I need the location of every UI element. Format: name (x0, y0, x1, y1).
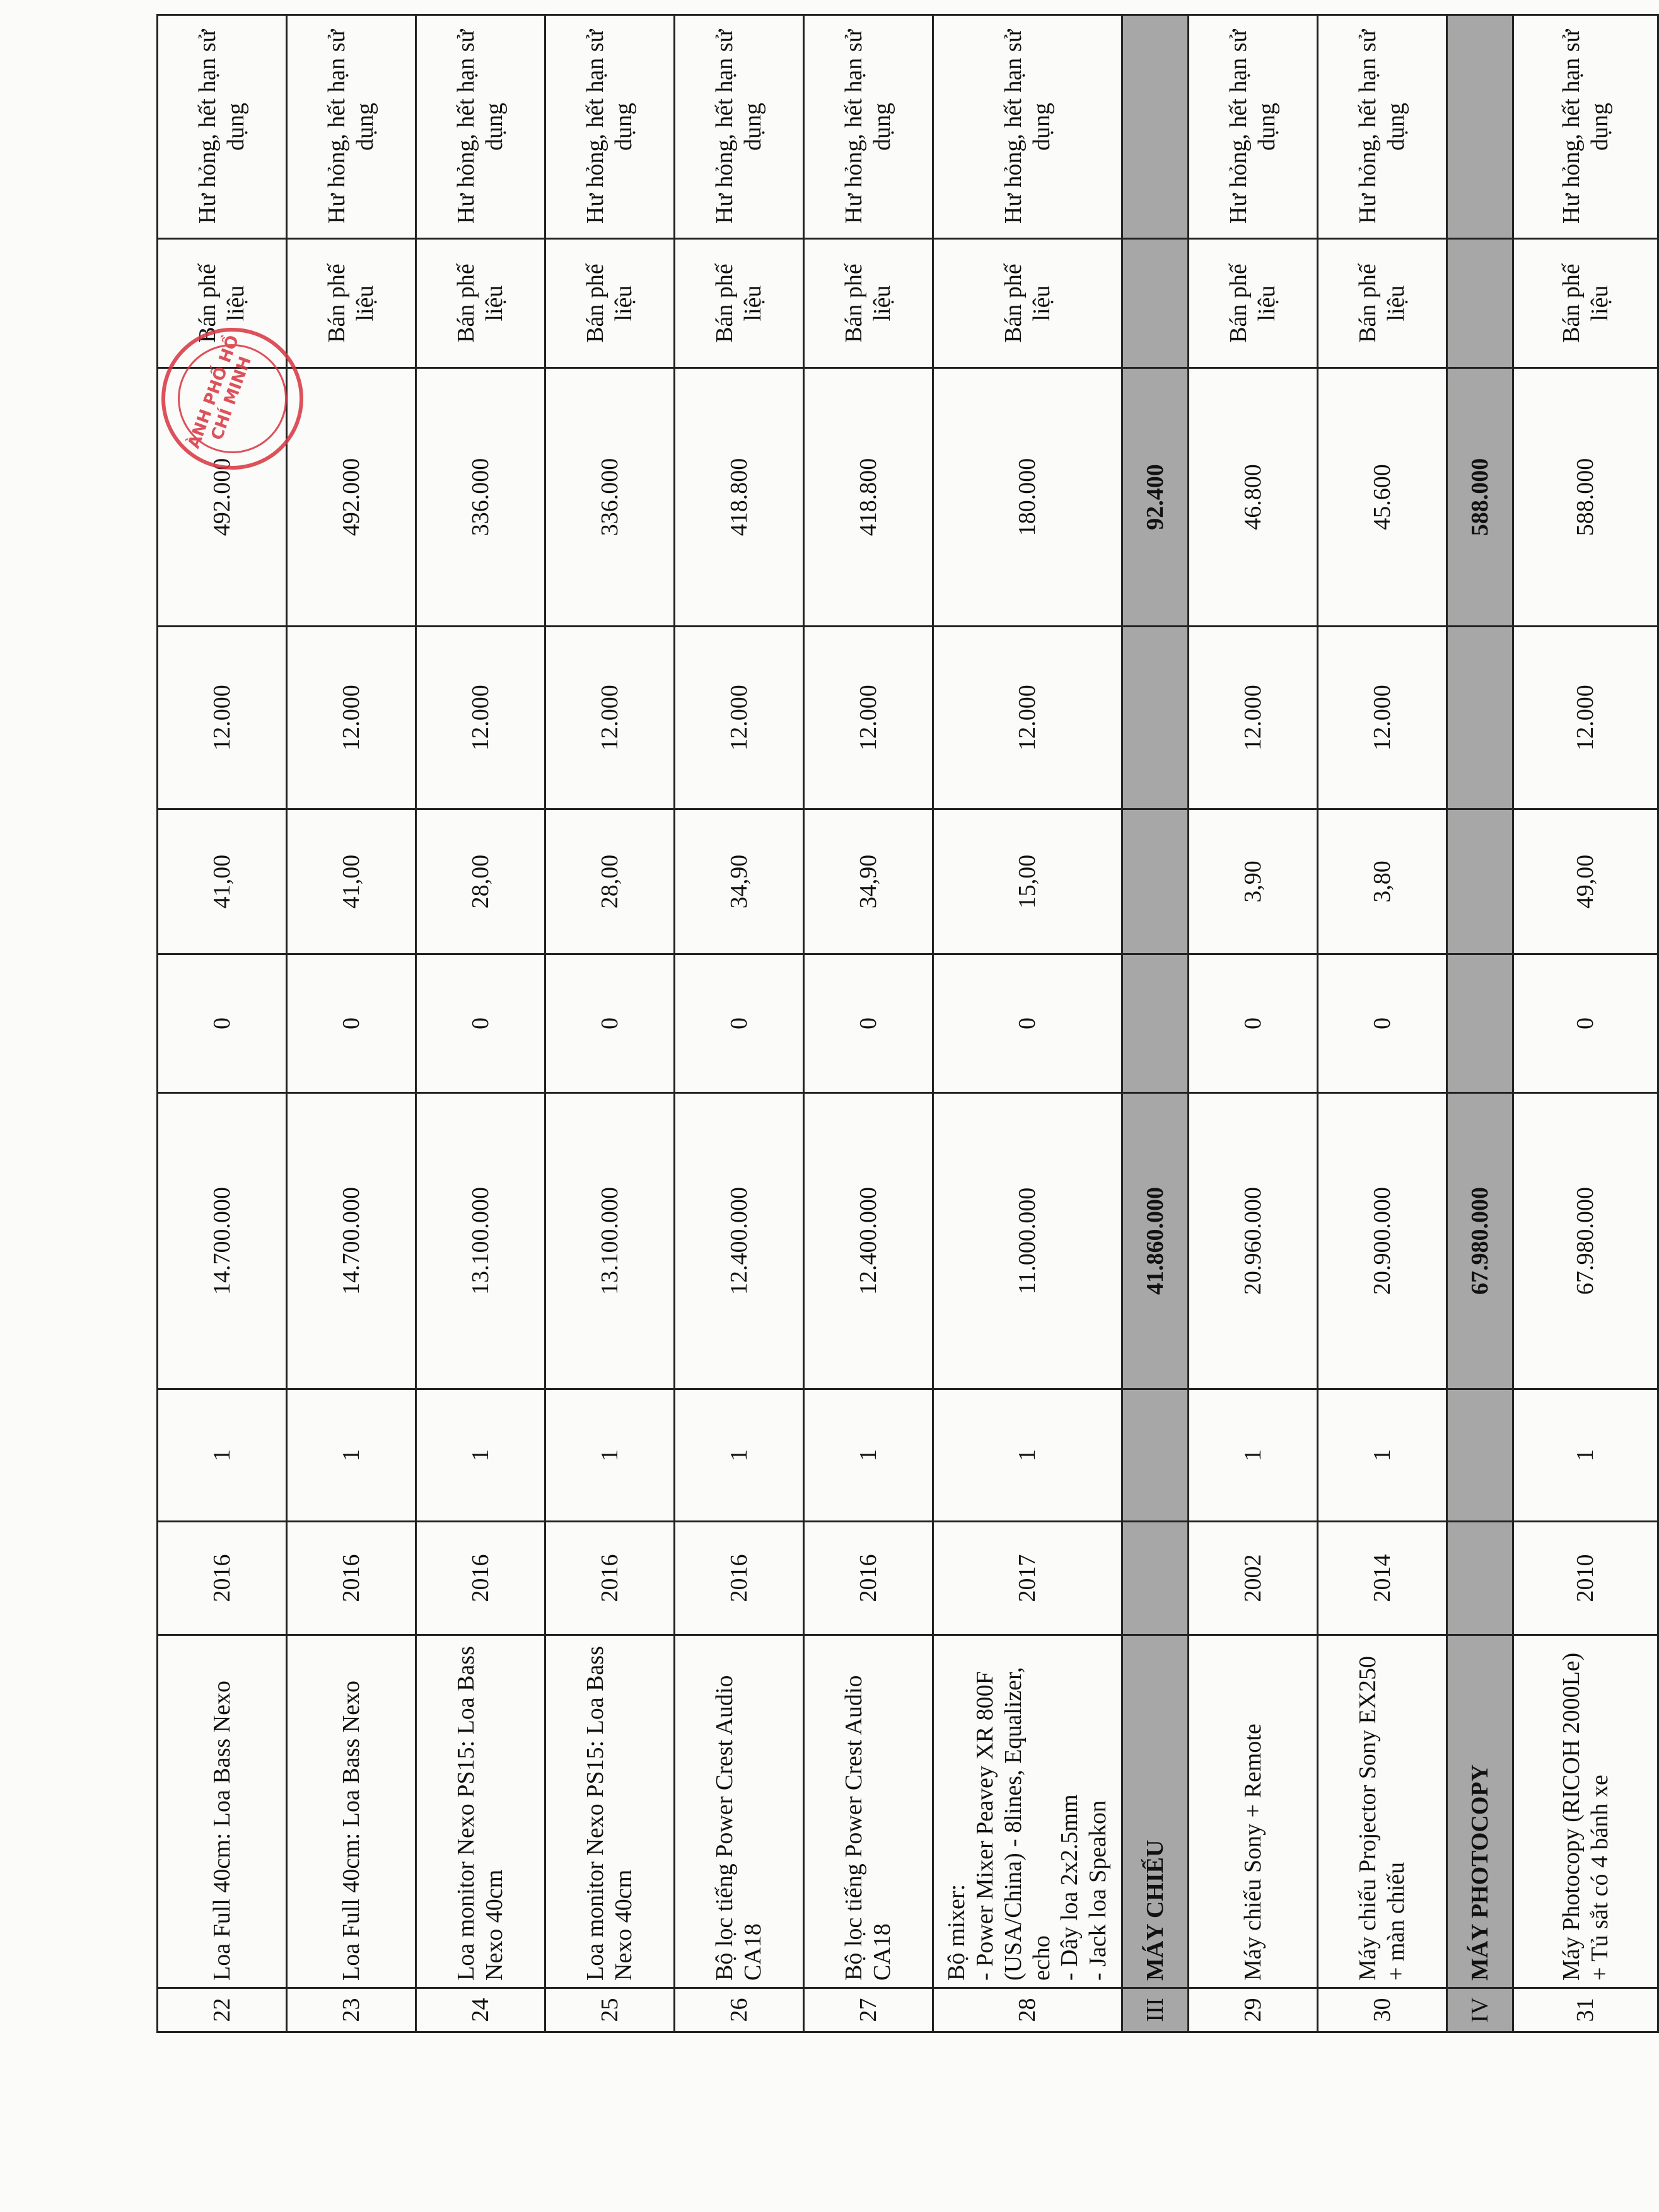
recovery-value-cell: 492.000 (158, 368, 287, 627)
name-cell: Loa Full 40cm: Loa Bass Nexo (287, 1635, 416, 1988)
stt-cell: 26 (675, 1988, 804, 2032)
original-value-cell: 14.700.000 (158, 1093, 287, 1389)
unit-price-cell: 12.000 (1189, 627, 1318, 809)
year-cell: 2016 (675, 1522, 804, 1635)
original-value-cell: 12.400.000 (675, 1093, 804, 1389)
original-value-cell: 14.700.000 (287, 1093, 416, 1389)
recovery-value-cell: 46.800 (1189, 368, 1318, 627)
method-cell: Bán phế liệu (416, 239, 545, 368)
quantity-cell: 1 (675, 1389, 804, 1522)
table-row (675, 15, 804, 2032)
name-cell: Máy chiếu Sony + Remote (1189, 1635, 1318, 1988)
method-cell: Bán phế liệu (1318, 239, 1447, 368)
name-cell: Loa Full 40cm: Loa Bass Nexo (158, 1635, 287, 1988)
stt-cell: 24 (416, 1988, 545, 2032)
quantity-cell: 1 (1513, 1389, 1658, 1522)
quantity-cell: 1 (933, 1389, 1122, 1522)
name-cell: Bộ lọc tiếng Power Crest Audio CA18 (804, 1635, 933, 1988)
name-cell: Loa monitor Nexo PS15: Loa Bass Nexo 40cm (416, 1635, 545, 1988)
group-empty-cell (1447, 15, 1513, 239)
remaining-value-cell: 0 (416, 954, 545, 1093)
table-row (1318, 15, 1447, 2032)
year-cell: 2016 (804, 1522, 933, 1635)
group-original-total: 41.860.000 (1122, 1093, 1189, 1389)
group-empty-cell (1122, 809, 1189, 954)
table-row (933, 15, 1122, 2032)
weight-cell: 49,00 (1513, 809, 1658, 954)
quantity-cell: 1 (1318, 1389, 1447, 1522)
year-cell: 2017 (933, 1522, 1122, 1635)
unit-price-cell: 12.000 (287, 627, 416, 809)
stt-cell: 23 (287, 1988, 416, 2032)
unit-price-cell: 12.000 (675, 627, 804, 809)
reason-cell: Hư hỏng, hết hạn sử dụng (933, 15, 1122, 239)
table-row (416, 15, 545, 2032)
stt-cell: 28 (933, 1988, 1122, 2032)
table-row (287, 15, 416, 2032)
original-value-cell: 20.960.000 (1189, 1093, 1318, 1389)
unit-price-cell: 12.000 (545, 627, 675, 809)
name-cell: Bộ lọc tiếng Power Crest Audio CA18 (675, 1635, 804, 1988)
remaining-value-cell: 0 (158, 954, 287, 1093)
weight-cell: 28,00 (416, 809, 545, 954)
stt-cell: 22 (158, 1988, 287, 2032)
recovery-value-cell: 336.000 (416, 368, 545, 627)
weight-cell: 3,90 (1189, 809, 1318, 954)
recovery-value-cell: 45.600 (1318, 368, 1447, 627)
reason-cell: Hư hỏng, hết hạn sử dụng (1189, 15, 1318, 239)
stt-cell: 27 (804, 1988, 933, 2032)
group-number: III (1122, 1988, 1189, 2032)
method-cell: Bán phế liệu (933, 239, 1122, 368)
group-empty-cell (1447, 1389, 1513, 1522)
unit-price-cell: 12.000 (416, 627, 545, 809)
quantity-cell: 1 (416, 1389, 545, 1522)
remaining-value-cell: 0 (1513, 954, 1658, 1093)
group-empty-cell (1122, 1522, 1189, 1635)
year-cell: 2016 (545, 1522, 675, 1635)
weight-cell: 41,00 (287, 809, 416, 954)
quantity-cell: 1 (545, 1389, 675, 1522)
year-cell: 2016 (158, 1522, 287, 1635)
stt-cell: 29 (1189, 1988, 1318, 2032)
table-row (1513, 15, 1658, 2032)
group-header-row (1122, 15, 1189, 2032)
method-cell: Bán phế liệu (158, 239, 287, 368)
name-cell: Bộ mixer: - Power Mixer Peavey XR 800F (USA/China) - 8lines, Equalizer, echo - Dây loa 2x2.5mm - Jack loa Speakon (933, 1635, 1122, 1988)
remaining-value-cell: 0 (933, 954, 1122, 1093)
original-value-cell: 11.000.000 (933, 1093, 1122, 1389)
year-cell: 2016 (416, 1522, 545, 1635)
weight-cell: 34,90 (804, 809, 933, 954)
recovery-value-cell: 418.800 (804, 368, 933, 627)
table-row (158, 15, 287, 2032)
method-cell: Bán phế liệu (287, 239, 416, 368)
year-cell: 2016 (287, 1522, 416, 1635)
quantity-cell: 1 (1189, 1389, 1318, 1522)
group-empty-cell (1122, 1389, 1189, 1522)
weight-cell: 34,90 (675, 809, 804, 954)
quantity-cell: 1 (158, 1389, 287, 1522)
unit-price-cell: 12.000 (804, 627, 933, 809)
group-title: MÁY CHIẾU (1122, 1635, 1189, 1988)
original-value-cell: 13.100.000 (416, 1093, 545, 1389)
method-cell: Bán phế liệu (804, 239, 933, 368)
remaining-value-cell: 0 (675, 954, 804, 1093)
recovery-value-cell: 492.000 (287, 368, 416, 627)
asset-table (156, 14, 1659, 2033)
quantity-cell: 1 (804, 1389, 933, 1522)
reason-cell: Hư hỏng, hết hạn sử dụng (1513, 15, 1658, 239)
group-empty-cell (1122, 627, 1189, 809)
quantity-cell: 1 (287, 1389, 416, 1522)
reason-cell: Hư hỏng, hết hạn sử dụng (675, 15, 804, 239)
weight-cell: 3,80 (1318, 809, 1447, 954)
group-empty-cell (1447, 627, 1513, 809)
original-value-cell: 12.400.000 (804, 1093, 933, 1389)
group-empty-cell (1447, 809, 1513, 954)
unit-price-cell: 12.000 (1513, 627, 1658, 809)
group-title: MÁY PHOTOCOPY (1447, 1635, 1513, 1988)
group-number: IV (1447, 1988, 1513, 2032)
group-recovery-total: 588.000 (1447, 368, 1513, 627)
group-empty-cell (1447, 954, 1513, 1093)
remaining-value-cell: 0 (545, 954, 675, 1093)
recovery-value-cell: 180.000 (933, 368, 1122, 627)
name-cell: Loa monitor Nexo PS15: Loa Bass Nexo 40cm (545, 1635, 675, 1988)
reason-cell: Hư hỏng, hết hạn sử dụng (804, 15, 933, 239)
remaining-value-cell: 0 (804, 954, 933, 1093)
unit-price-cell: 12.000 (158, 627, 287, 809)
stt-cell: 30 (1318, 1988, 1447, 2032)
unit-price-cell: 12.000 (1318, 627, 1447, 809)
recovery-value-cell: 588.000 (1513, 368, 1658, 627)
reason-cell: Hư hỏng, hết hạn sử dụng (287, 15, 416, 239)
reason-cell: Hư hỏng, hết hạn sử dụng (545, 15, 675, 239)
original-value-cell: 20.900.000 (1318, 1093, 1447, 1389)
year-cell: 2010 (1513, 1522, 1658, 1635)
group-header-row (1447, 15, 1513, 2032)
rotated-page (156, 16, 1613, 2033)
remaining-value-cell: 0 (287, 954, 416, 1093)
remaining-value-cell: 0 (1189, 954, 1318, 1093)
method-cell: Bán phế liệu (1513, 239, 1658, 368)
table-row (545, 15, 675, 2032)
group-empty-cell (1122, 15, 1189, 239)
name-cell: Máy chiếu Projector Sony EX250 + màn chiếu (1318, 1635, 1447, 1988)
year-cell: 2014 (1318, 1522, 1447, 1635)
reason-cell: Hư hỏng, hết hạn sử dụng (416, 15, 545, 239)
group-empty-cell (1447, 239, 1513, 368)
stamp-text: ÀNH PHỐ HỒ CHÍ MINH (184, 333, 255, 451)
weight-cell: 28,00 (545, 809, 675, 954)
method-cell: Bán phế liệu (545, 239, 675, 368)
table-row (804, 15, 933, 2032)
table-row (1189, 15, 1318, 2032)
group-original-total: 67.980.000 (1447, 1093, 1513, 1389)
recovery-value-cell: 336.000 (545, 368, 675, 627)
weight-cell: 41,00 (158, 809, 287, 954)
stt-cell: 25 (545, 1988, 675, 2032)
original-value-cell: 67.980.000 (1513, 1093, 1658, 1389)
unit-price-cell: 12.000 (933, 627, 1122, 809)
group-empty-cell (1122, 239, 1189, 368)
method-cell: Bán phế liệu (675, 239, 804, 368)
name-cell: Máy Photocopy (RICOH 2000Le) + Tủ sắt có 4 bánh xe (1513, 1635, 1658, 1988)
year-cell: 2002 (1189, 1522, 1318, 1635)
weight-cell: 15,00 (933, 809, 1122, 954)
reason-cell: Hư hỏng, hết hạn sử dụng (1318, 15, 1447, 239)
group-recovery-total: 92.400 (1122, 368, 1189, 627)
group-empty-cell (1447, 1522, 1513, 1635)
reason-cell: Hư hỏng, hết hạn sử dụng (158, 15, 287, 239)
stt-cell: 31 (1513, 1988, 1658, 2032)
original-value-cell: 13.100.000 (545, 1093, 675, 1389)
group-empty-cell (1122, 954, 1189, 1093)
remaining-value-cell: 0 (1318, 954, 1447, 1093)
recovery-value-cell: 418.800 (675, 368, 804, 627)
method-cell: Bán phế liệu (1189, 239, 1318, 368)
